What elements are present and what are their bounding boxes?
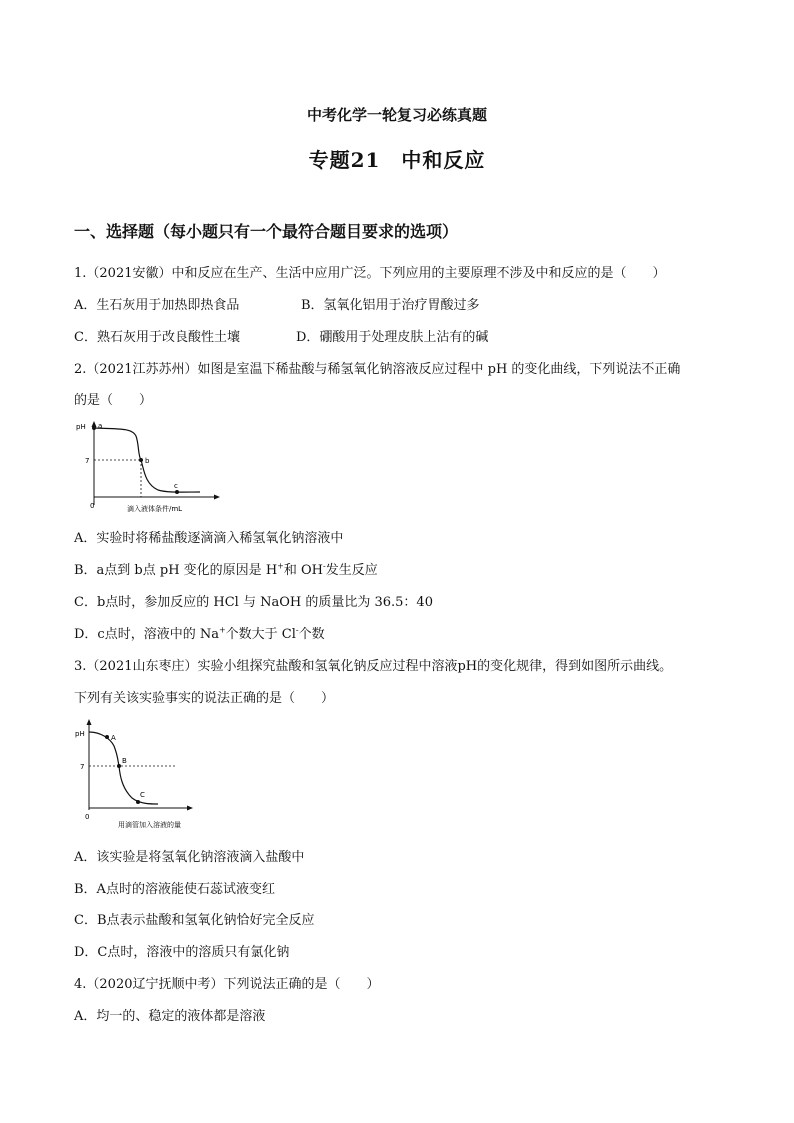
q3-y7-label: 7	[80, 763, 85, 771]
q3-option-d: D．C点时，溶液中的溶质只有氯化钠	[74, 945, 290, 960]
q3-origin-label: 0	[85, 813, 90, 821]
q1-option-d: D．硼酸用于处理皮肤上沾有的碱	[296, 330, 489, 345]
q2-x-axis-arrow	[214, 495, 220, 500]
q3-point-c	[136, 800, 140, 804]
q2-xlabel: 滴入液体条件/mL	[127, 505, 183, 513]
q3-point-c-label: C	[140, 791, 145, 799]
q3-ph-graph	[70, 716, 220, 836]
q2-origin-label: 0	[90, 502, 95, 510]
q3-x-axis-arrow	[187, 806, 193, 811]
document-subtitle: 专题21 中和反应	[308, 148, 486, 172]
q3-stem-line2: 下列有关该实验事实的说法正确的是（ ）	[74, 691, 335, 706]
q3-xlabel: 用滴管加入溶液的量	[118, 821, 181, 829]
q2-ylabel: pH	[76, 423, 86, 431]
q1-stem: 1.（2021安徽）中和反应在生产、生活中应用广泛。下列应用的主要原理不涉及中和反应的是（ ）	[74, 266, 666, 281]
q2-point-b	[139, 458, 143, 462]
q2-stem-line1: 2.（2021江苏苏州）如图是室温下稀盐酸与稀氢氧化钠溶液反应过程中 pH 的变化曲线，下列说法不正确	[74, 362, 681, 377]
q2-option-a: A．实验时将稀盐酸逐滴滴入稀氢氧化钠溶液中	[74, 531, 344, 546]
q2-point-a-label: a	[98, 422, 103, 430]
q2-y7-label: 7	[85, 457, 90, 465]
q3-option-c: C．B点表示盐酸和氢氧化钠恰好完全反应	[74, 913, 315, 928]
q2-option-c: C．b点时，参加反应的 HCl 与 NaOH 的质量比为 36.5：40	[74, 595, 433, 610]
q2-option-b: B．a点到 b点 pH 变化的原因是 H+和 OH-发生反应	[74, 561, 378, 578]
q3-point-a	[105, 735, 109, 739]
q1-option-b: B．氢氧化铝用于治疗胃酸过多	[301, 298, 480, 313]
q2-stem-line2: 的是（ ）	[74, 393, 153, 408]
q3-option-a: A．该实验是将氢氧化钠溶液滴入盐酸中	[74, 850, 305, 865]
document-title: 中考化学一轮复习必练真题	[306, 106, 487, 124]
q2-point-a	[92, 426, 96, 430]
q3-stem-line1: 3.（2021山东枣庄）实验小组探究盐酸和氢氧化钠反应过程中溶液pH的变化规律，得到如图所示曲线。	[74, 659, 673, 674]
q2-point-c-label: c	[174, 482, 178, 490]
q1-option-c: C．熟石灰用于改良酸性土壤	[74, 330, 240, 345]
q3-ylabel: pH	[75, 730, 85, 738]
q1-option-a: A．生石灰用于加热即热食品	[74, 298, 240, 313]
q3-option-b: B．A点时的溶液能使石蕊试液变红	[74, 882, 275, 897]
q2-point-b-label: b	[145, 457, 150, 465]
q2-ph-graph	[70, 418, 230, 518]
q4-stem: 4.（2020辽宁抚顺中考）下列说法正确的是（ ）	[74, 977, 380, 992]
q4-option-a: A．均一的、稳定的液体都是溶液	[74, 1009, 266, 1024]
q3-point-a-label: A	[111, 734, 116, 742]
section-heading: 一、选择题（每小题只有一个最符合题目要求的选项）	[74, 222, 459, 241]
q3-ph-curve	[89, 732, 158, 804]
q2-option-d: D．c点时，溶液中的 Na+个数大于 Cl-个数	[74, 625, 325, 642]
q3-y-axis-arrow	[87, 719, 92, 725]
q2-point-c	[175, 490, 179, 494]
q3-point-b	[117, 764, 121, 768]
q3-point-b-label: B	[122, 757, 127, 765]
